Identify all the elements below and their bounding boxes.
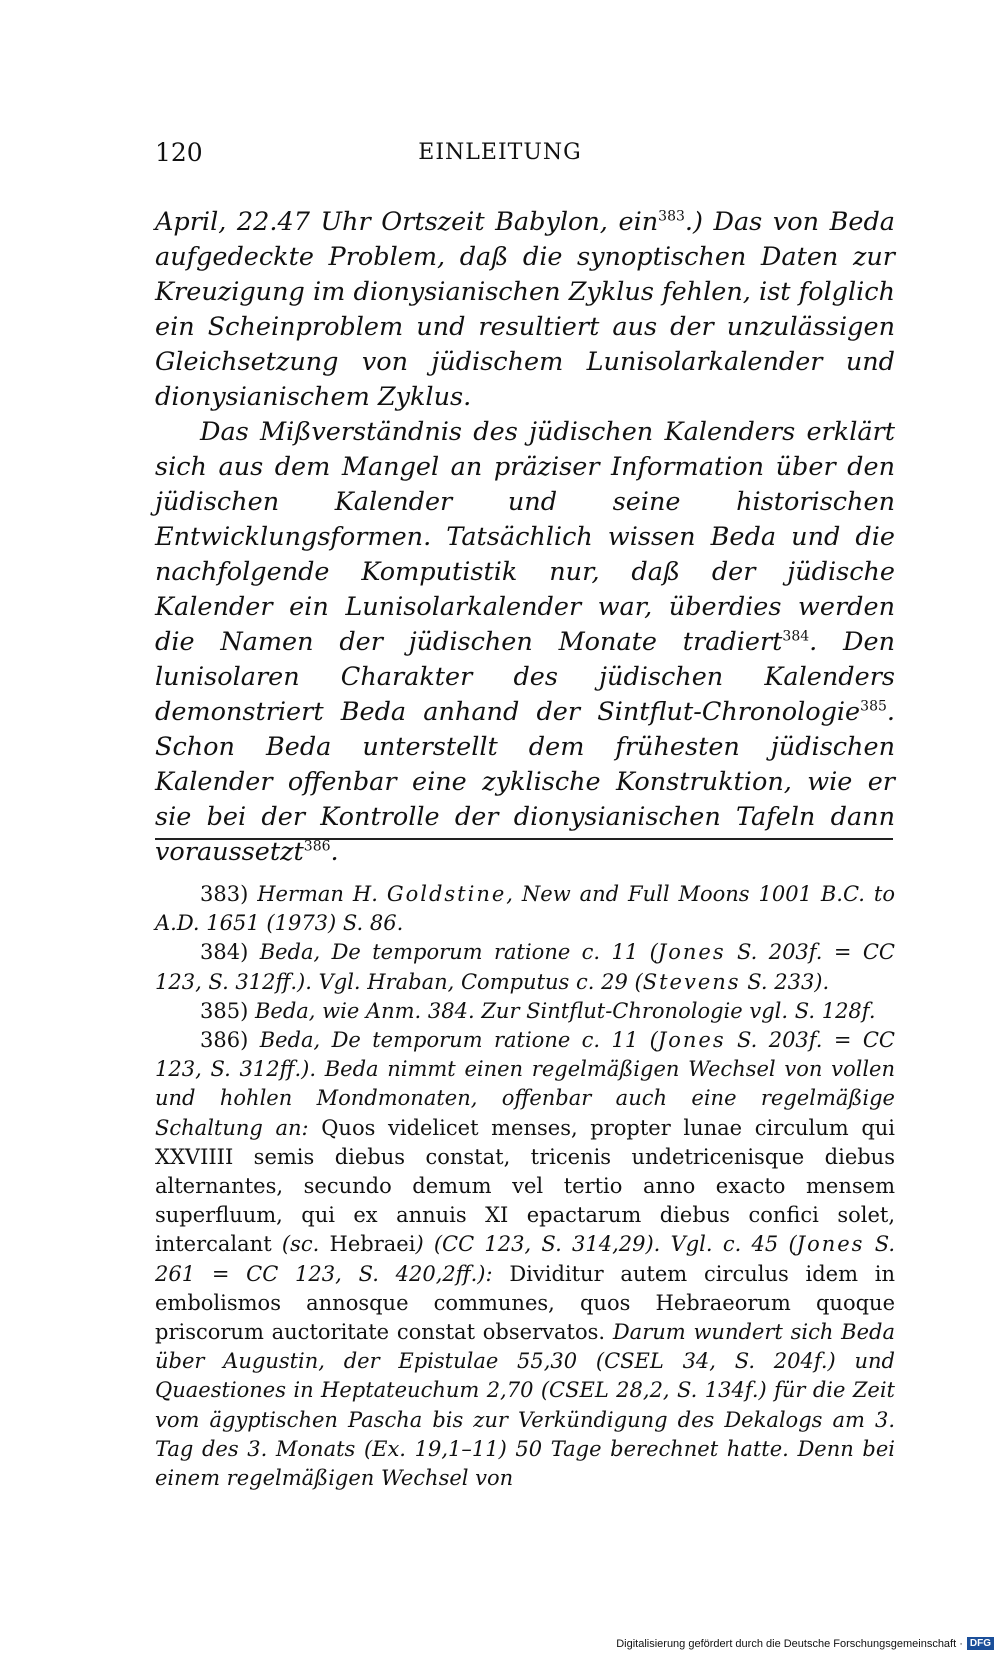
dfg-logo-icon: DFG [967,1637,994,1650]
digitization-credit [616,1637,994,1650]
footnote-divider [155,838,893,840]
footnote-384: 384) Beda, De temporum ratione c. 11 (Jones S. 203f. = CC 123, S. 312ff.). Vgl. Hraban, Computus c. 29 (Stevens S. 233). [155,940,896,994]
running-title: EINLEITUNG [418,140,582,165]
footnote-383: 383) Herman H. Goldstine, New and Full Moons 1001 B.C. to A.D. 1651 (1973) S. 86. [155,882,895,936]
footnote-385: 385) Beda, wie Anm. 384. Zur Sintflut-Chronologie vgl. S. 128f. [200,998,876,1023]
footnotes [155,880,895,1493]
footnote-386: 386) Beda, De temporum ratione c. 11 (Jones S. 203f. = CC 123, S. 312ff.). Beda nimmt einen regelmäßigen Wechsel von vollen und hohlen Mondmonaten, offenbar auch eine regelmäßige Schaltung an: Quos videlicet menses, propter lunae circulum qui XXVIIII semis diebus constat, tricenis undetricenisque diebus alternantes, secundo demum vel tertio anno exacto mensem superfluum, qui ex annuis XI epactarum diebus confici solet, intercalant (sc. Hebraei) (CC 123, S. 314,29). Vgl. c. 45 (Jones S. 261 = CC 123, S. 420,2ff.): Dividitur autem circulus idem in embolismos annosque communes, quos Hebraeorum quoque priscorum auctoritate constat observatos. Darum wundert sich Beda über Augustin, der Epistulae 55,30 (CSEL 34, S. 204f.) und Quaestiones in Heptateuchum 2,70 (CSEL 28,2, S. 134f.) für die Zeit vom ägyptischen Pascha bis zur Verkündigung des Dekalogs am 3. Tag des 3. Monats (Ex. 19,1–11) 50 Tage berechnet hatte. Denn bei einem regelmäßigen Wechsel von [155,1028,896,1491]
main-text [155,205,895,870]
credit-text: Digitalisierung gefördert durch die Deutsche Forschungsgemeinschaft · [616,1637,963,1650]
footnote-ref-386[interactable]: 386 [303,838,331,855]
paragraph-2: Das Mißverständnis des jüdischen Kalenders erklärt sich aus dem Mangel an präziser Information über den jüdischen Kalender und seine historischen Entwicklungsformen. Tatsächlich wissen Beda und die nachfolgende Komputistik nur, daß der jüdische Kalender ein Lunisolarkalender war, überdies werden die Namen der jüdischen Monate tradiert$^{384}$. Den lunisolaren Charakter des jüdischen Kalenders demonstriert Beda anhand der Sintflut-Chronologie$^{385}$. Schon Beda unterstellt dem frühesten jüdischen Kalender offenbar eine zyklische Konstruktion, wie er sie bei der Kontrolle der dionysianischen Tafeln dann voraussetzt$^{386}$. [155,417,895,867]
footnote-ref-384[interactable]: 384 [782,628,810,645]
footnote-ref-383[interactable]: 383 [658,208,685,225]
paragraph-1: April, 22.47 Uhr Ortszeit Babylon, ein$^{383}$.) Das von Beda aufgedeckte Problem, daß die synoptischen Daten zur Kreuzigung im dionysianischen Zyklus fehlen, ist folglich ein Scheinproblem und resultiert aus der unzulässigen Gleichsetzung von jüdischem Lunisolarkalender und dionysianischem Zyklus. [155,207,895,412]
page-number: 120 [155,138,203,167]
footnote-ref-385[interactable]: 385 [860,698,887,715]
